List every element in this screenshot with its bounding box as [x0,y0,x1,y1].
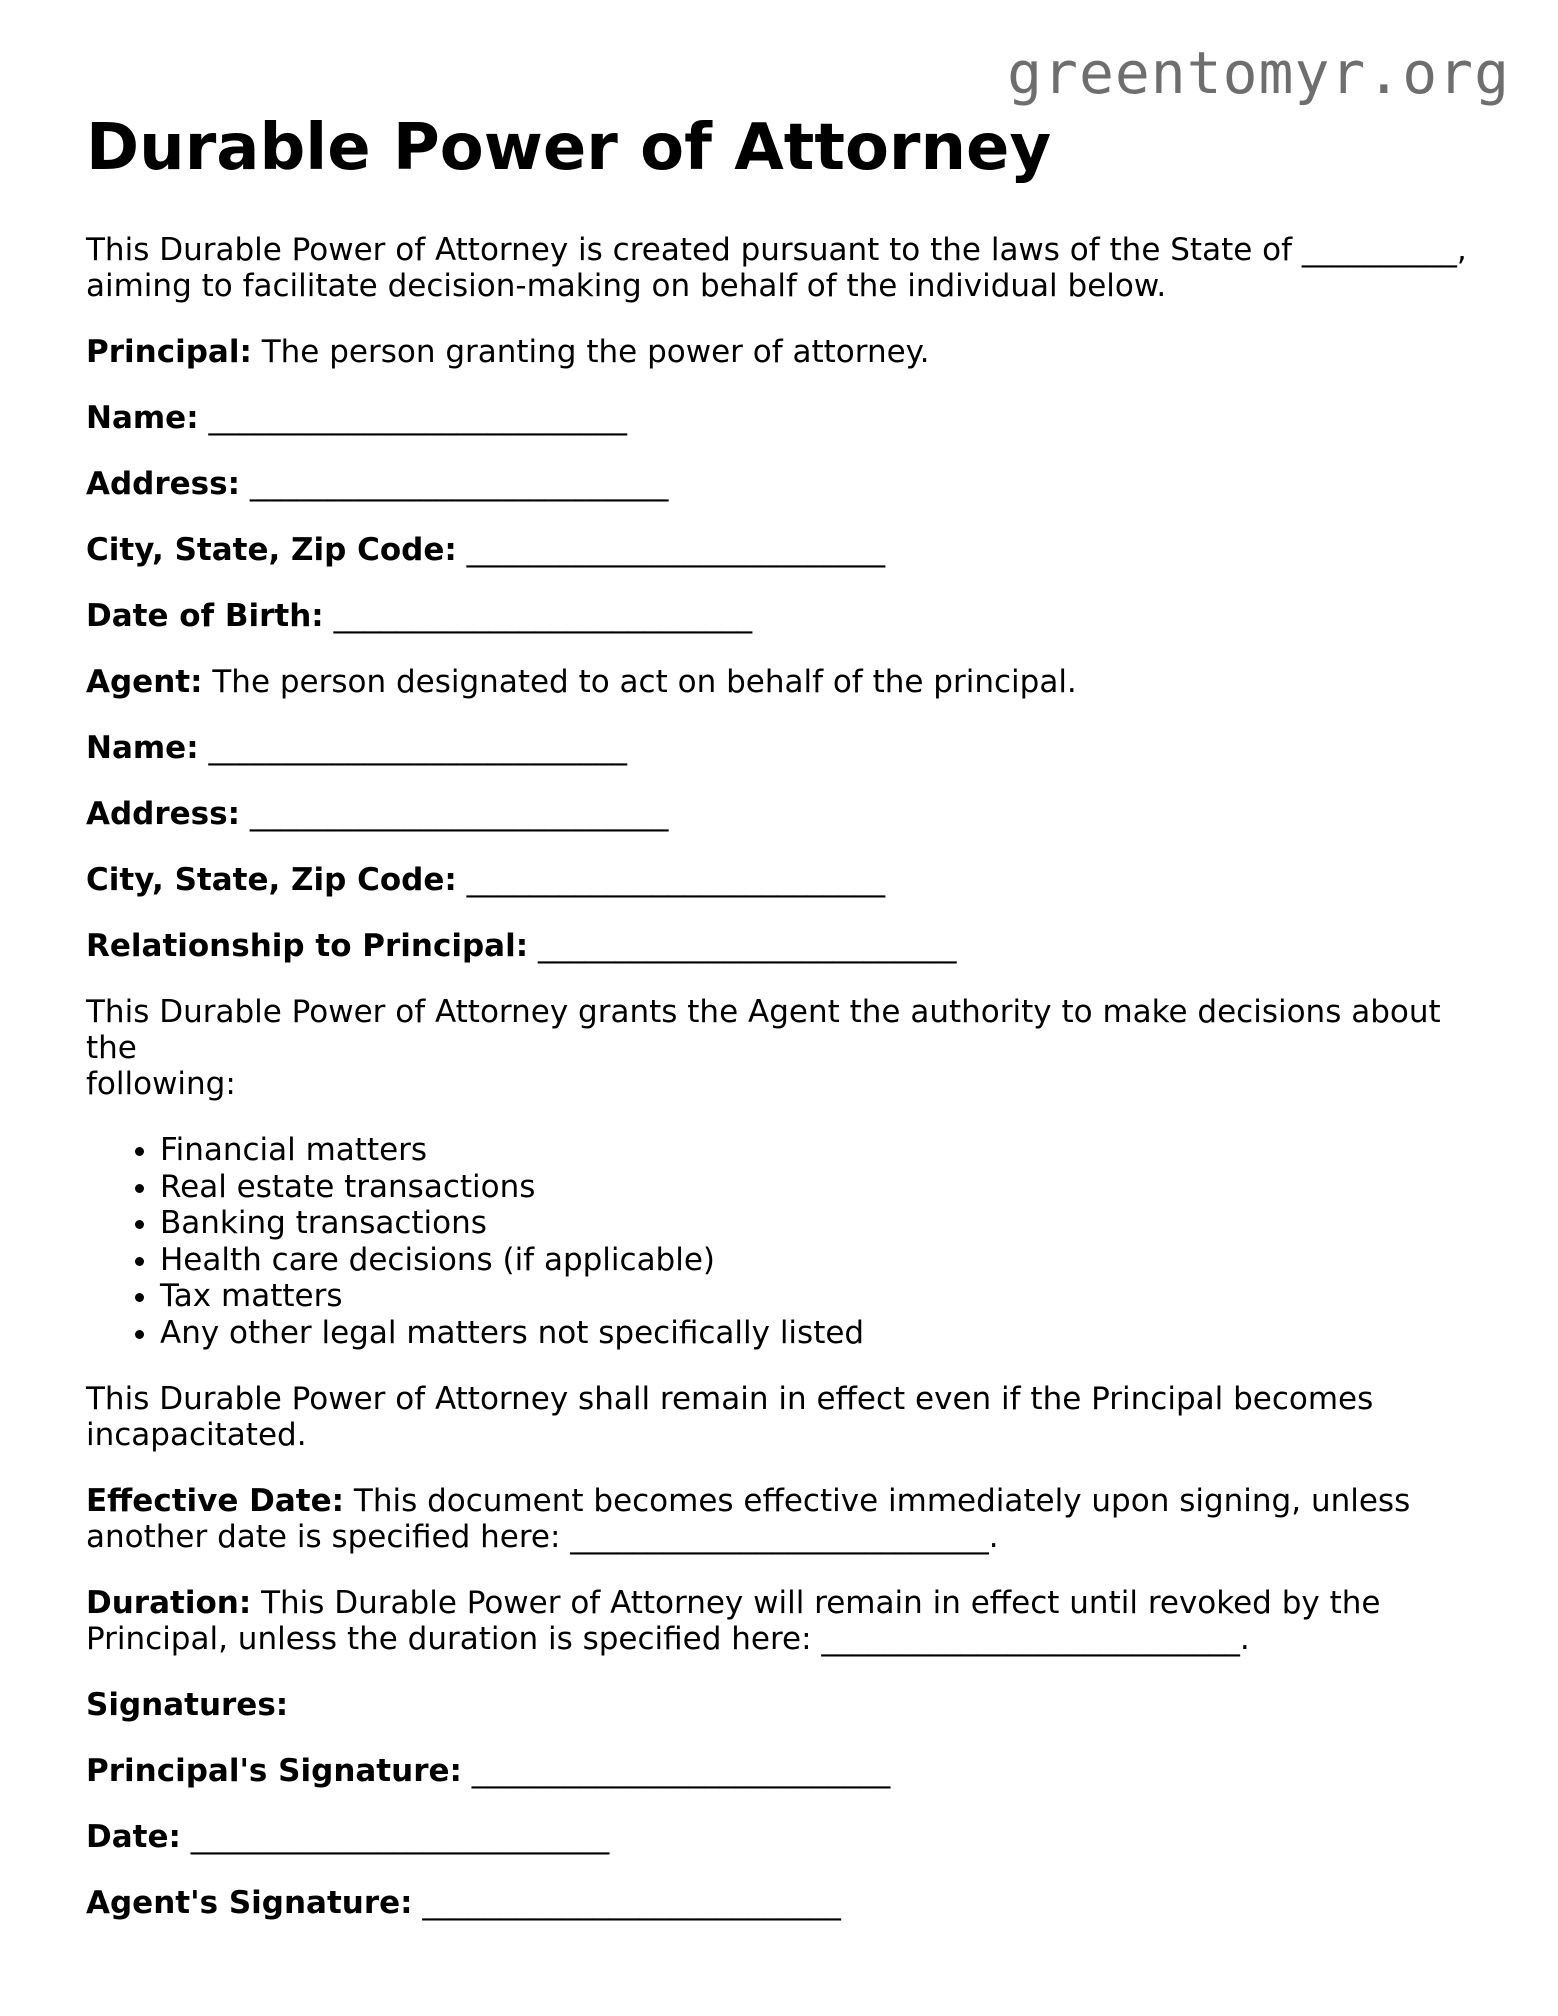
principal-signature-field[interactable] [86,1753,1486,1789]
list-item: • Real estate transactions [160,1169,1486,1206]
field-blank[interactable]: ___________________________ [249,466,669,502]
list-item: • Health care decisions (if applicable) [160,1242,1486,1279]
incapacity-paragraph [86,1381,1486,1453]
field-label: Principal's Signature: [86,1753,462,1789]
signature-date-field[interactable] [86,1819,1486,1855]
principal-label: Principal: [86,334,252,370]
authority-list [86,1132,1486,1351]
agent-name-field[interactable] [86,730,1486,766]
effective-date-label: Effective Date: [86,1483,345,1519]
field-blank[interactable]: ___________________________ [466,862,886,898]
effective-date-paragraph[interactable] [86,1483,1486,1555]
list-item: • Financial matters [160,1132,1486,1169]
authority-line-1: This Durable Power of Attorney grants the Agent the authority to make decisions about the [86,994,1441,1066]
field-blank[interactable]: ___________________________ [471,1753,891,1789]
document-title: Durable Power of Attorney [86,111,1052,185]
principal-date-of-birth-field[interactable] [86,598,1486,634]
list-item: • Tax matters [160,1278,1486,1315]
field-label: Relationship to Principal: [86,928,529,964]
duration-line-2[interactable]: Principal, unless the duration is specified here: ___________________________. [86,1621,1250,1657]
intro-line-2: aiming to facilitate decision-making on behalf of the individual below. [86,268,1167,304]
incapacity-line-1: This Durable Power of Attorney shall remain in effect even if the Principal becomes [86,1381,1374,1417]
authority-line-2: following: [86,1066,236,1102]
field-blank[interactable]: ___________________________ [190,1819,610,1855]
field-label: Address: [86,466,240,502]
field-label: Address: [86,796,240,832]
authority-paragraph [86,994,1486,1102]
watermark-text: greentomyr.org [1007,39,1510,107]
incapacity-line-2: incapacitated. [86,1417,307,1453]
intro-line-1: This Durable Power of Attorney is created pursuant to the laws of the State of __________, [86,232,1467,268]
principal-heading [86,334,1486,370]
agent-address-field[interactable] [86,796,1486,832]
field-blank[interactable]: ___________________________ [422,1885,841,1921]
field-blank[interactable]: ___________________________ [249,796,669,832]
agent-city-state-zip-field[interactable] [86,862,1486,898]
field-label: Name: [86,730,199,766]
agent-label: Agent: [86,664,203,700]
field-label: Name: [86,400,199,436]
field-blank[interactable]: ___________________________ [333,598,753,634]
duration-paragraph[interactable] [86,1585,1486,1657]
agent-heading [86,664,1486,700]
field-label: Date of Birth: [86,598,324,634]
principal-city-state-zip-field[interactable] [86,532,1486,568]
document-page [86,108,1486,1951]
list-item: • Any other legal matters not specifically listed [160,1315,1486,1352]
list-item: • Banking transactions [160,1205,1486,1242]
field-label: Agent's Signature: [86,1885,413,1921]
principal-name-field[interactable] [86,400,1486,436]
principal-description: The person granting the power of attorney. [261,334,930,370]
field-blank[interactable]: ___________________________ [466,532,886,568]
field-blank[interactable]: ___________________________ [208,400,627,436]
field-label: City, State, Zip Code: [86,862,457,898]
agent-description: The person designated to act on behalf of the principal. [212,664,1077,700]
field-blank[interactable]: ___________________________ [538,928,957,964]
signatures-label: Signatures: [86,1687,289,1723]
effective-date-line-1: This document becomes effective immediately upon signing, unless [353,1483,1411,1519]
principal-address-field[interactable] [86,466,1486,502]
intro-paragraph [86,232,1486,304]
field-label: City, State, Zip Code: [86,532,457,568]
duration-label: Duration: [86,1585,252,1621]
agent-relationship-field[interactable] [86,928,1486,964]
signatures-heading [86,1687,1486,1723]
field-label: Date: [86,1819,181,1855]
effective-date-line-2[interactable]: another date is specified here: ___________________________. [86,1519,999,1555]
field-blank[interactable]: ___________________________ [208,730,627,766]
duration-line-1: This Durable Power of Attorney will remain in effect until revoked by the [261,1585,1381,1621]
agent-signature-field[interactable] [86,1885,1486,1921]
